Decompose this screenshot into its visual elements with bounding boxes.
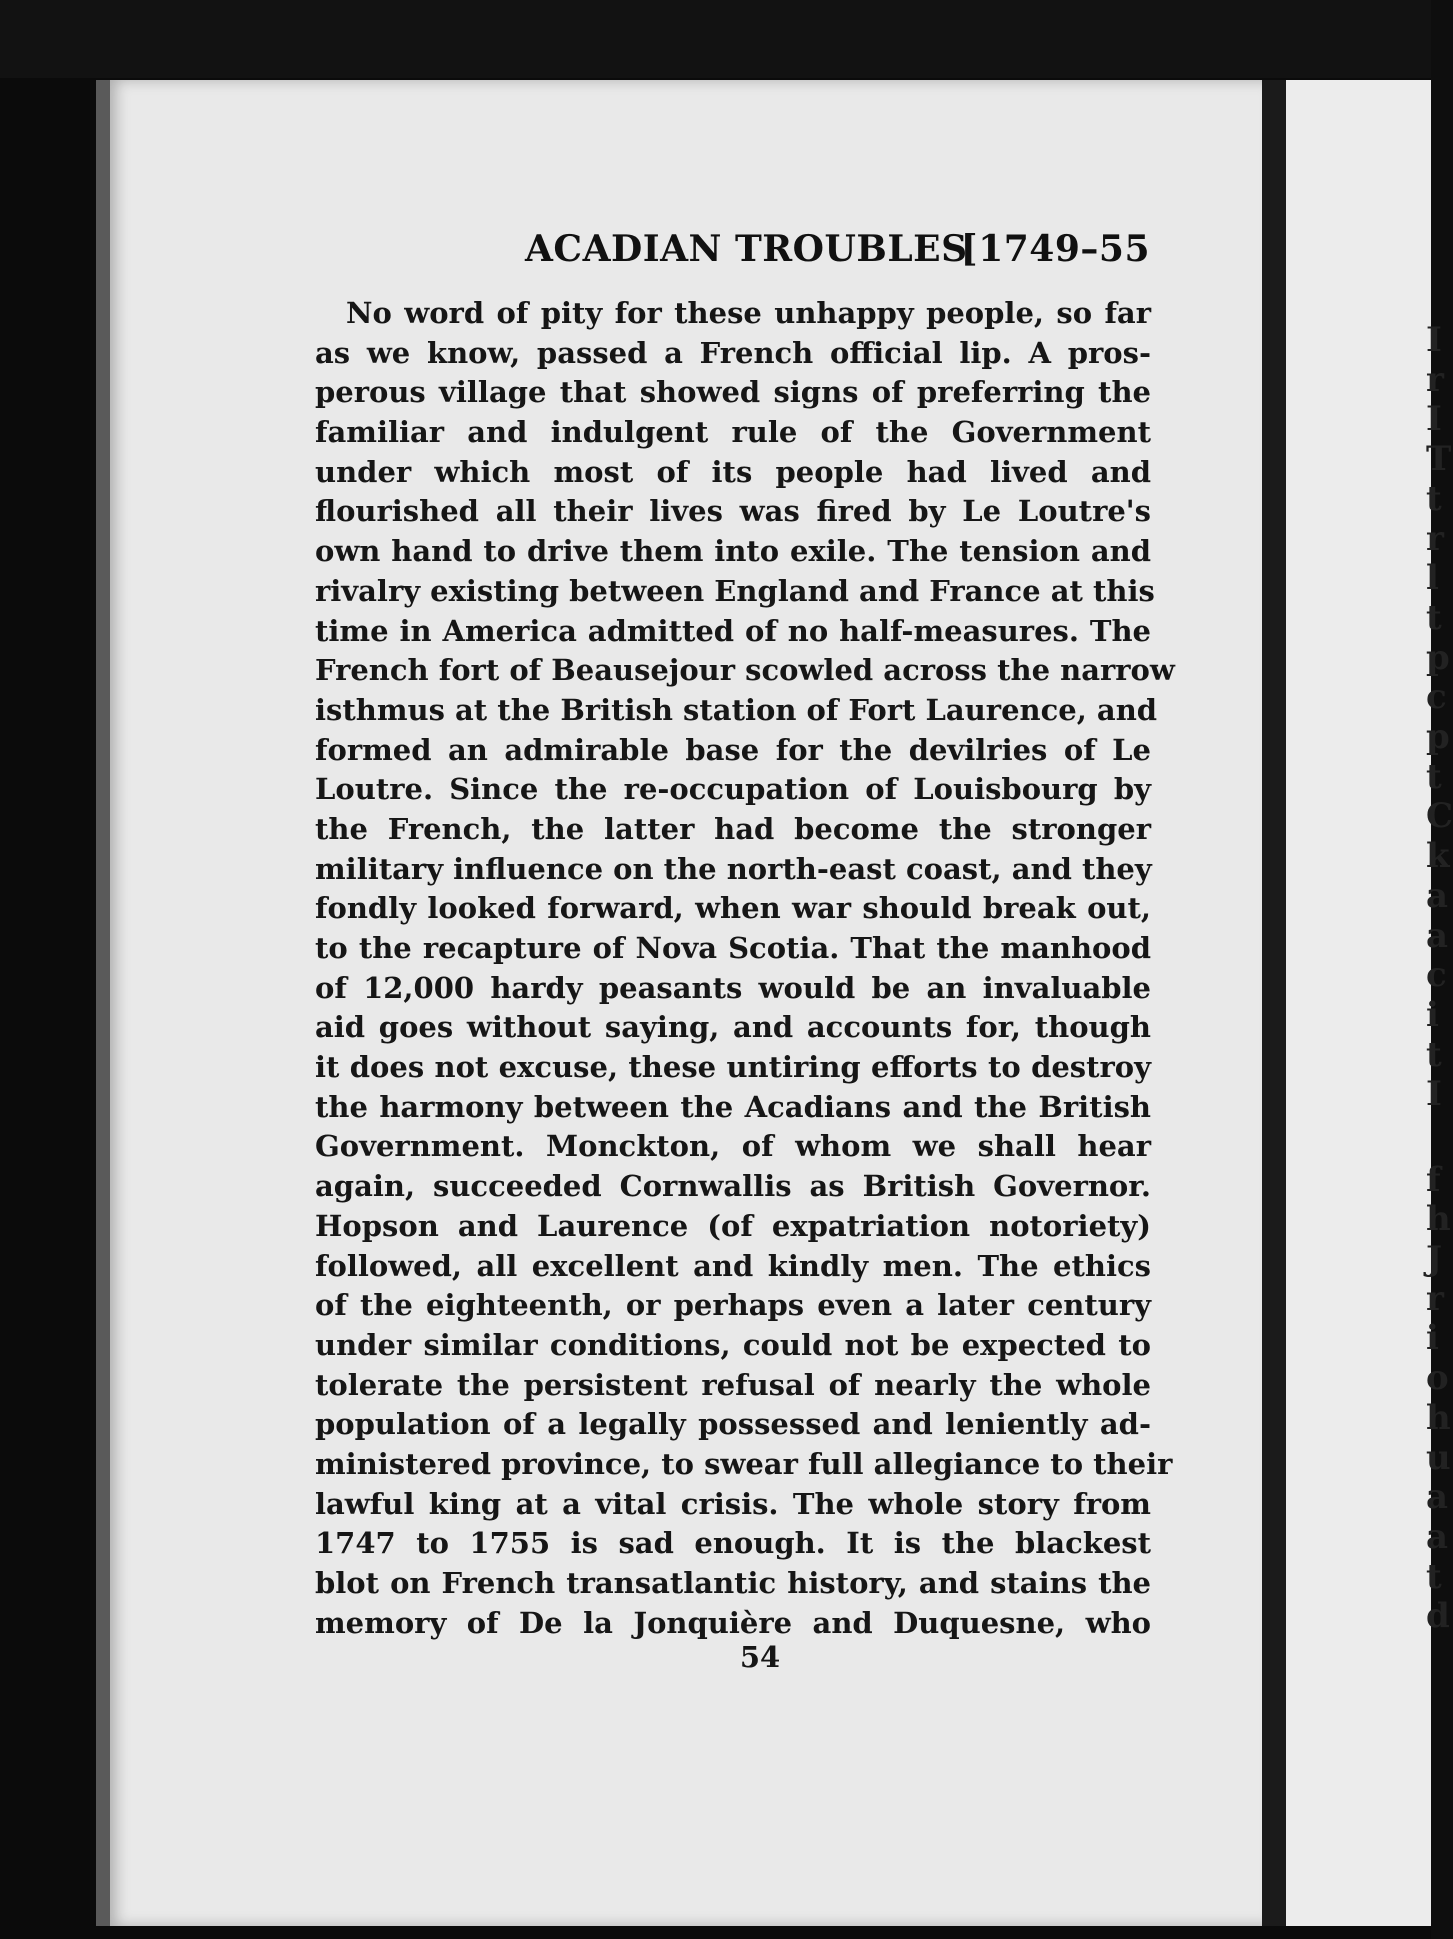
facing-page-letter: t: [1426, 597, 1442, 638]
facing-page: [1286, 80, 1453, 1926]
facing-page-letter: C: [1426, 796, 1453, 837]
text-line: 1747 to 1755 is sad enough. It is the blackest: [315, 1526, 1151, 1561]
text-line: isthmus at the British station of Fort Laurence, and: [315, 692, 1158, 727]
facing-page-letter: c: [1426, 955, 1447, 996]
text-line: formed an admirable base for the devilries of Le: [315, 732, 1151, 767]
text-line: familiar and indulgent rule of the Government: [315, 415, 1151, 450]
text-line: the French, the latter had become the stronger: [315, 811, 1151, 846]
running-header: [318, 228, 1150, 274]
facing-page-letter: d: [1426, 1596, 1450, 1637]
facing-page-letter: o: [1426, 1358, 1449, 1399]
text-line: aid goes without saying, and accounts for, though: [315, 1010, 1151, 1045]
text-line: under which most of its people had lived and: [315, 454, 1151, 489]
facing-page-letter: t: [1426, 478, 1442, 519]
facing-page-letter: f: [1426, 1159, 1441, 1200]
facing-page-letter: t: [1426, 1556, 1442, 1597]
page-edge-left: [96, 80, 110, 1926]
facing-page-letter: r: [1426, 359, 1444, 400]
facing-page-letter: h: [1426, 1397, 1451, 1438]
facing-page-letter: I: [1426, 1074, 1442, 1115]
facing-page-letter: J: [1426, 1239, 1443, 1280]
facing-page-letter: p: [1426, 637, 1450, 678]
text-line: flourished all their lives was fired by Le Loutre's: [315, 494, 1151, 529]
facing-page-letter: k: [1426, 836, 1450, 877]
text-line: ministered province, to swear full allegiance to their: [315, 1446, 1173, 1481]
text-line: followed, all excellent and kindly men. The ethics: [315, 1248, 1151, 1283]
text-line: memory of De la Jonquière and Duquesne, who: [315, 1605, 1151, 1640]
text-line: it does not excuse, these untiring efforts to destroy: [315, 1050, 1151, 1085]
facing-page-letter: u: [1426, 1437, 1451, 1478]
facing-page-letter: p: [1426, 717, 1450, 757]
facing-page-letter: a: [1426, 875, 1449, 916]
text-line: blot on French transatlantic history, and stains the: [315, 1566, 1151, 1600]
facing-page-letter: I: [1426, 320, 1442, 360]
text-line: fondly looked forward, when war should break out,: [315, 891, 1151, 926]
text-line: population of a legally possessed and leniently ad-: [315, 1407, 1151, 1442]
facing-page-letter: l: [1426, 558, 1439, 599]
facing-page-letter: t: [1426, 1034, 1442, 1075]
facing-page-letter: r: [1426, 1278, 1444, 1319]
text-line: tolerate the persistent refusal of nearly the whole: [315, 1367, 1151, 1402]
text-line: of the eighteenth, or perhaps even a later century: [315, 1288, 1151, 1323]
text-line: Loutre. Since the re-occupation of Louisbourg by: [315, 772, 1151, 807]
text-line: time in America admitted of no half-measures. The: [315, 613, 1151, 648]
facing-page-letter: t: [1426, 756, 1442, 797]
facing-page-letter: a: [1426, 915, 1449, 956]
date-range: [1749–55: [960, 228, 1150, 270]
page-number: 54: [739, 1640, 781, 1674]
text-line: rivalry existing between England and France at this: [315, 573, 1155, 608]
facing-page-letter: a: [1426, 1516, 1449, 1557]
text-line: again, succeeded Cornwallis as British Governor.: [315, 1169, 1151, 1204]
facing-page-letter: c: [1426, 677, 1447, 718]
facing-page-letter: i: [1426, 1318, 1439, 1359]
body-text: [315, 294, 1175, 1643]
text-line: perous village that showed signs of preferring the: [315, 375, 1151, 410]
facing-page-letter: i: [1426, 994, 1439, 1035]
gutter-shadow: [1262, 80, 1286, 1926]
text-line: Hopson and Laurence (of expatriation notoriety): [315, 1208, 1151, 1243]
running-title: ACADIAN TROUBLES: [525, 228, 968, 270]
text-line: military influence on the north-east coast, and they: [315, 851, 1152, 886]
facing-page-letter: a: [1426, 1477, 1449, 1518]
scanner-top-band: [0, 0, 1431, 78]
facing-page-letter: I: [1426, 399, 1442, 440]
text-line: the harmony between the Acadians and the British: [315, 1089, 1151, 1124]
text-line: to the recapture of Nova Scotia. That the manhood: [315, 931, 1151, 965]
text-line: under similar conditions, could not be expected to: [315, 1327, 1151, 1362]
text-line: lawful king at a vital crisis. The whole story from: [315, 1486, 1151, 1521]
text-line: Government. Monckton, of whom we shall hear: [315, 1129, 1151, 1164]
facing-page-letter: r: [1426, 518, 1444, 559]
text-line: French fort of Beausejour scowled across the narrow: [315, 653, 1175, 688]
text-line: No word of pity for these unhappy people, so far: [346, 296, 1151, 330]
text-line: own hand to drive them into exile. The tension and: [315, 534, 1151, 569]
text-line: as we know, passed a French official lip. A pros-: [315, 335, 1151, 370]
text-line: of 12,000 hardy peasants would be an invaluable: [315, 970, 1151, 1005]
facing-page-letter: T: [1426, 439, 1452, 480]
facing-page-letter: h: [1426, 1199, 1451, 1240]
